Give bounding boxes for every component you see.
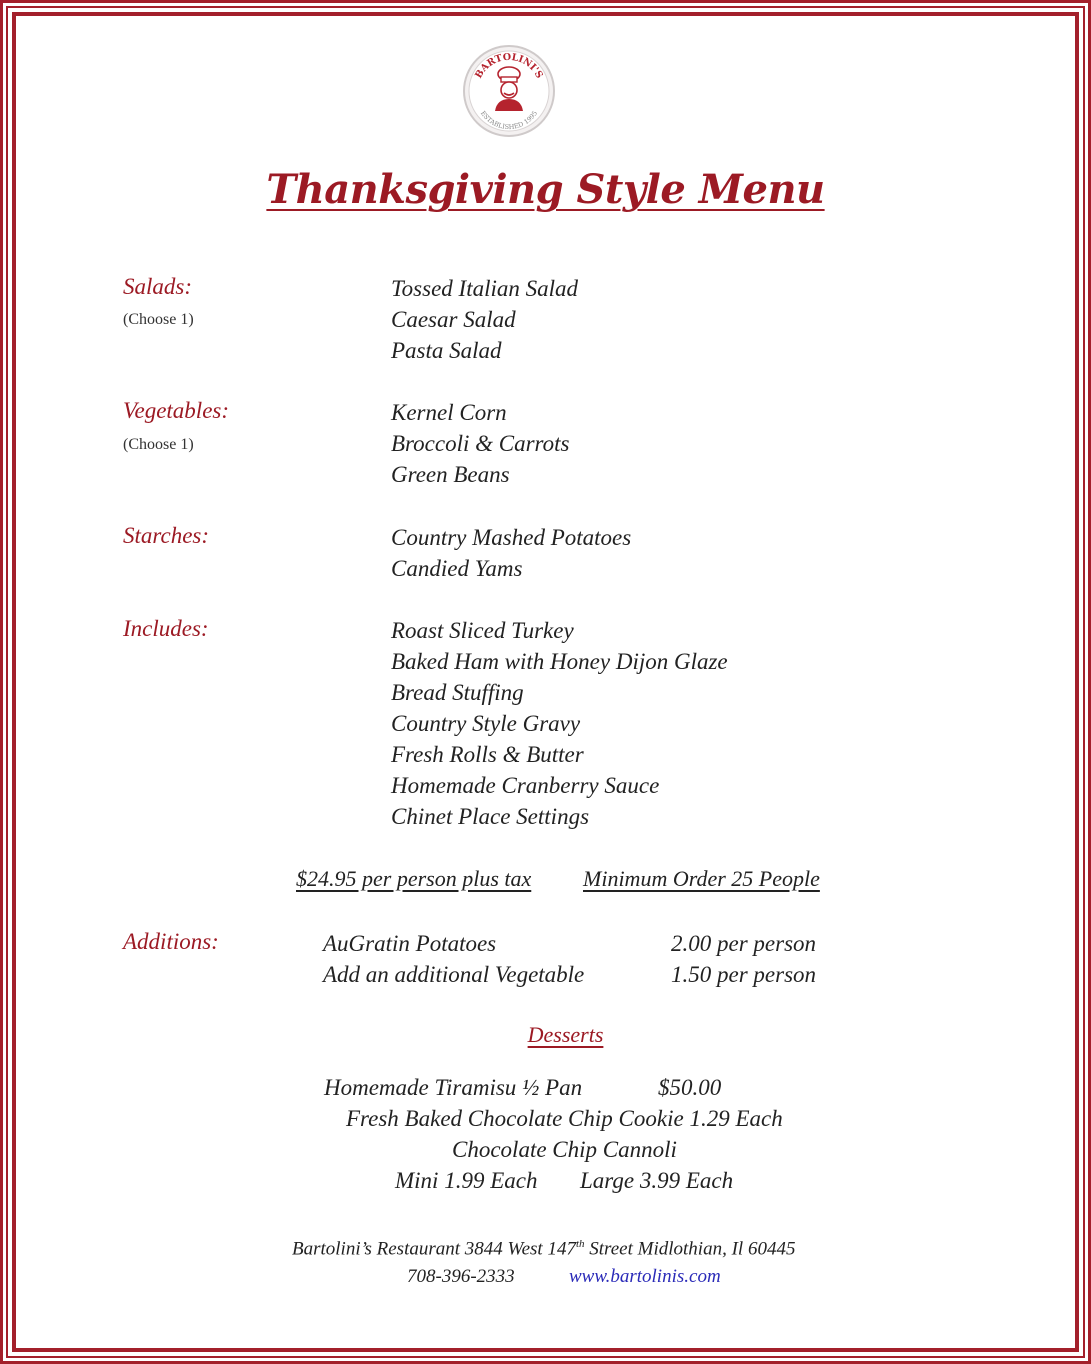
cannoli-large: Large 3.99 Each — [580, 1168, 734, 1193]
cookie-line: Fresh Baked Chocolate Chip Cookie 1.29 Each — [346, 1106, 783, 1131]
list-item: Caesar Salad — [391, 307, 516, 332]
starches-label: Starches: — [123, 523, 210, 548]
list-item: Green Beans — [391, 462, 510, 487]
footer-address — [292, 1238, 795, 1260]
additions-names — [323, 928, 584, 990]
vegetables-note: (Choose 1) — [123, 436, 194, 453]
address-suffix: th — [575, 1238, 585, 1250]
minimum-order: Minimum Order 25 People — [583, 866, 820, 891]
salads-list — [391, 273, 578, 366]
list-item: Homemade Cranberry Sauce — [391, 773, 660, 798]
addition-name: Add an additional Vegetable — [323, 962, 585, 987]
list-item: Fresh Rolls & Butter — [391, 742, 584, 767]
website-link[interactable]: www.bartolinis.com — [569, 1266, 721, 1287]
additions-label: Additions: — [123, 929, 219, 954]
bartolinis-logo — [462, 44, 556, 138]
list-item: Baked Ham with Honey Dijon Glaze — [391, 649, 728, 674]
page-title: Thanksgiving Style Menu — [266, 166, 825, 213]
price-per-person: $24.95 per person plus tax — [296, 866, 532, 891]
logo-tagline-text: ESTABLISHED 1995 — [478, 109, 540, 132]
starches-list — [391, 522, 631, 584]
footer-phone: 708-396-2333 — [407, 1266, 515, 1287]
vegetables-list — [391, 397, 569, 490]
list-item: Broccoli & Carrots — [391, 431, 570, 456]
addition-name: AuGratin Potatoes — [323, 931, 497, 956]
list-item: Candied Yams — [391, 556, 523, 581]
list-item: Pasta Salad — [391, 338, 502, 363]
addition-price: 2.00 per person — [671, 931, 817, 956]
cannoli-mini: Mini 1.99 Each — [395, 1168, 538, 1193]
list-item: Kernel Corn — [391, 400, 507, 425]
address-start: Bartolini’s Restaurant 3844 West 147 — [292, 1238, 576, 1260]
tiramisu-name: Homemade Tiramisu ½ Pan — [324, 1075, 583, 1100]
addition-price: 1.50 per person — [671, 962, 817, 987]
includes-list — [391, 615, 728, 832]
list-item: Tossed Italian Salad — [391, 276, 579, 301]
salads-note: (Choose 1) — [123, 311, 194, 328]
list-item: Country Style Gravy — [391, 711, 581, 736]
tiramisu-price: $50.00 — [658, 1075, 722, 1100]
desserts-heading: Desserts — [527, 1022, 604, 1047]
includes-label: Includes: — [123, 616, 209, 641]
vegetables-label: Vegetables: — [123, 398, 230, 423]
logo-brand-text: BARTOLINI'S — [473, 51, 545, 81]
list-item: Roast Sliced Turkey — [391, 618, 574, 643]
address-end: Street Midlothian, Il 60445 — [584, 1238, 796, 1260]
salads-label: Salads: — [123, 274, 192, 299]
list-item: Bread Stuffing — [391, 680, 524, 705]
cannoli-name: Chocolate Chip Cannoli — [452, 1137, 677, 1162]
list-item: Country Mashed Potatoes — [391, 525, 632, 550]
list-item: Chinet Place Settings — [391, 804, 590, 829]
additions-prices — [671, 928, 816, 990]
